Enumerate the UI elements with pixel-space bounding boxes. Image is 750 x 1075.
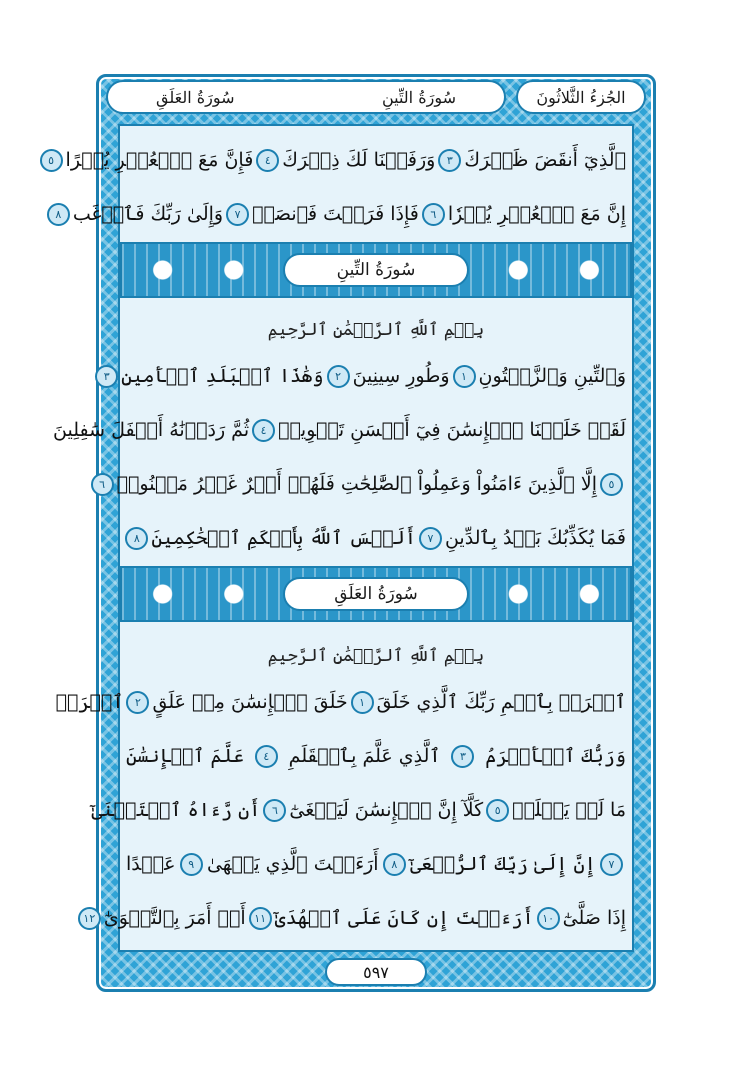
surah-names-box	[106, 80, 506, 114]
ayah-text: وَٱلتِّينِ وَٱلزَّيۡتُونِ	[478, 365, 626, 387]
ayah-number-marker: ٥	[40, 149, 63, 172]
ayah-text: أَوۡ أَمَرَ بِٱلتَّقۡوَىٰٓ	[103, 907, 246, 929]
ayah-text: إِنَّ إِلَىٰ رَبِّكَ ٱلرُّجۡعَىٰٓ	[410, 853, 596, 875]
surah-tin-banner	[120, 242, 632, 298]
ayah-text: عَلَّمَ ٱلۡإِنسَٰنَ	[126, 745, 244, 767]
ayah-text: ٱلَّذِي عَلَّمَ بِٱلۡقَلَمِ	[288, 745, 441, 767]
ayah-number-marker: ١٠	[537, 907, 560, 930]
ayah-number-marker: ٣	[95, 365, 118, 388]
text-line	[91, 792, 626, 828]
ayah-text: وَرَفَعۡنَا لَكَ ذِكۡرَكَ	[282, 149, 436, 171]
ayah-number-marker: ٨	[125, 527, 148, 550]
ayah-number-marker: ٢	[327, 365, 350, 388]
ayah-text: كَلَّآ إِنَّ ٱلۡإِنسَٰنَ لَيَطۡغَىٰٓ	[289, 799, 484, 821]
ayah-number-marker: ٦	[422, 203, 445, 226]
ayah-number-marker: ١	[351, 691, 374, 714]
surah-alaq-banner	[120, 566, 632, 622]
text-line	[126, 846, 626, 882]
ayah-text: وَرَبُّكَ ٱلۡأَكۡرَمُ	[485, 745, 626, 767]
ayah-number-marker: ١١	[249, 907, 272, 930]
surah-title: سُورَةُ العَلَقِ	[334, 584, 418, 604]
basmala: بِسۡمِ ٱللَّهِ ٱلرَّحۡمَٰنِ ٱلرَّحِيمِ	[267, 646, 485, 666]
text-line	[55, 196, 626, 232]
ayah-text: فَإِنَّ مَعَ ٱلۡعُسۡرِ يُسۡرًا	[65, 149, 254, 171]
ayah-text: أَن رَّءَاهُ ٱسۡتَغۡنَىٰٓ	[91, 799, 261, 821]
ayah-text: وَهَٰذَا ٱلۡبَلَدِ ٱلۡأَمِينِ	[121, 365, 324, 387]
ayah-text: وَطُورِ سِينِينَ	[352, 365, 450, 387]
ayah-text: إِنَّ مَعَ ٱلۡعُسۡرِ يُسۡرٗا	[447, 203, 626, 225]
page-number-box	[325, 958, 427, 986]
ayah-number-marker: ٢	[126, 691, 149, 714]
ayah-number-marker: ٦	[91, 473, 114, 496]
basmala: بِسۡمِ ٱللَّهِ ٱلرَّحۡمَٰنِ ٱلرَّحِيمِ	[267, 320, 485, 340]
ayah-number-marker: ٨	[47, 203, 70, 226]
juz-label: الجُزءُ الثَّلاثُونَ	[536, 87, 626, 107]
ayah-text: فَإِذَا فَرَغۡتَ فَٱنصَبۡ	[252, 203, 419, 225]
ayah-text: أَرَءَيۡتَ إِن كَانَ عَلَى ٱلۡهُدَىٰٓ	[274, 907, 534, 929]
text-line	[55, 684, 626, 720]
ayah-text: لَقَدۡ خَلَقۡنَا ٱلۡإِنسَٰنَ فِيٓ أَحۡسَنِ تَقۡوِيمٖ	[278, 419, 626, 441]
ayah-number-marker: ٤	[255, 745, 278, 768]
ayah-text: ٱقۡرَأۡ	[55, 691, 124, 713]
ayah-text: عَبۡدًا	[126, 853, 176, 875]
ayah-text: مَا لَمۡ يَعۡلَمۡ	[512, 799, 626, 821]
surah-name-right: سُورَةُ التِّينِ	[381, 87, 456, 107]
basmala-line	[126, 312, 626, 348]
ayah-text: أَرَءَيۡتَ ٱلَّذِي يَنۡهَىٰ	[206, 853, 379, 875]
ayah-number-marker: ٧	[600, 853, 623, 876]
surah-name-left: سُورَةُ العَلَقِ	[156, 87, 235, 107]
ayah-text: ثُمَّ رَدَدۡنَٰهُ أَسۡفَلَ سَٰفِلِينَ	[53, 419, 250, 441]
ayah-text: إِلَّا ٱلَّذِينَ ءَامَنُواْ وَعَمِلُواْ ٱلصَّٰلِحَٰتِ فَلَهُمۡ أَجۡرٌ غَيۡرُ مَمۡنُونٖ	[116, 473, 597, 495]
ayah-number-marker: ٩	[180, 853, 203, 876]
ayah-text: ٱلَّذِيٓ أَنقَضَ ظَهۡرَكَ	[464, 149, 626, 171]
ayah-number-marker: ٥	[600, 473, 623, 496]
surah-title-box	[283, 253, 469, 287]
ayah-number-marker: ٥	[486, 799, 509, 822]
surah-title: سُورَةُ التِّينِ	[336, 260, 416, 280]
ayah-number-marker: ٨	[383, 853, 406, 876]
text-line	[103, 358, 626, 394]
ayah-text: أَلَيۡسَ ٱللَّهُ بِأَحۡكَمِ ٱلۡحَٰكِمِينَ	[151, 527, 416, 549]
ayah-number-marker: ٦	[263, 799, 286, 822]
juz-label-box	[516, 80, 646, 114]
page-number: ٥٩٧	[363, 962, 389, 982]
ayah-number-marker: ٣	[451, 745, 474, 768]
ayah-text: إِذَا صَلَّىٰٓ	[562, 907, 626, 929]
ayah-number-marker: ٧	[419, 527, 442, 550]
ayah-text: ٱقۡرَأۡ بِٱسۡمِ رَبِّكَ ٱلَّذِي خَلَقَ	[376, 691, 626, 713]
ayah-text: وَإِلَىٰ رَبِّكَ فَٱرۡغَب	[72, 203, 224, 225]
text-line	[83, 900, 626, 936]
ayah-number-marker: ٧	[226, 203, 249, 226]
text-line	[48, 142, 626, 178]
ayah-text: خَلَقَ ٱلۡإِنسَٰنَ مِنۡ عَلَقٍ	[152, 691, 348, 713]
basmala-line	[126, 638, 626, 674]
ayah-number-marker: ٤	[252, 419, 275, 442]
ayah-number-marker: ٣	[438, 149, 461, 172]
text-line	[126, 520, 626, 556]
ayah-number-marker: ١	[453, 365, 476, 388]
ayah-number-marker: ٤	[256, 149, 279, 172]
text-line	[53, 412, 626, 448]
ayah-number-marker: ١٢	[78, 907, 101, 930]
surah-title-box	[283, 577, 469, 611]
page-header	[106, 80, 646, 116]
text-line	[126, 738, 626, 774]
text-line	[99, 466, 626, 502]
ayah-text: فَمَا يُكَذِّبُكَ بَعۡدُ بِٱلدِّينِ	[444, 527, 626, 549]
